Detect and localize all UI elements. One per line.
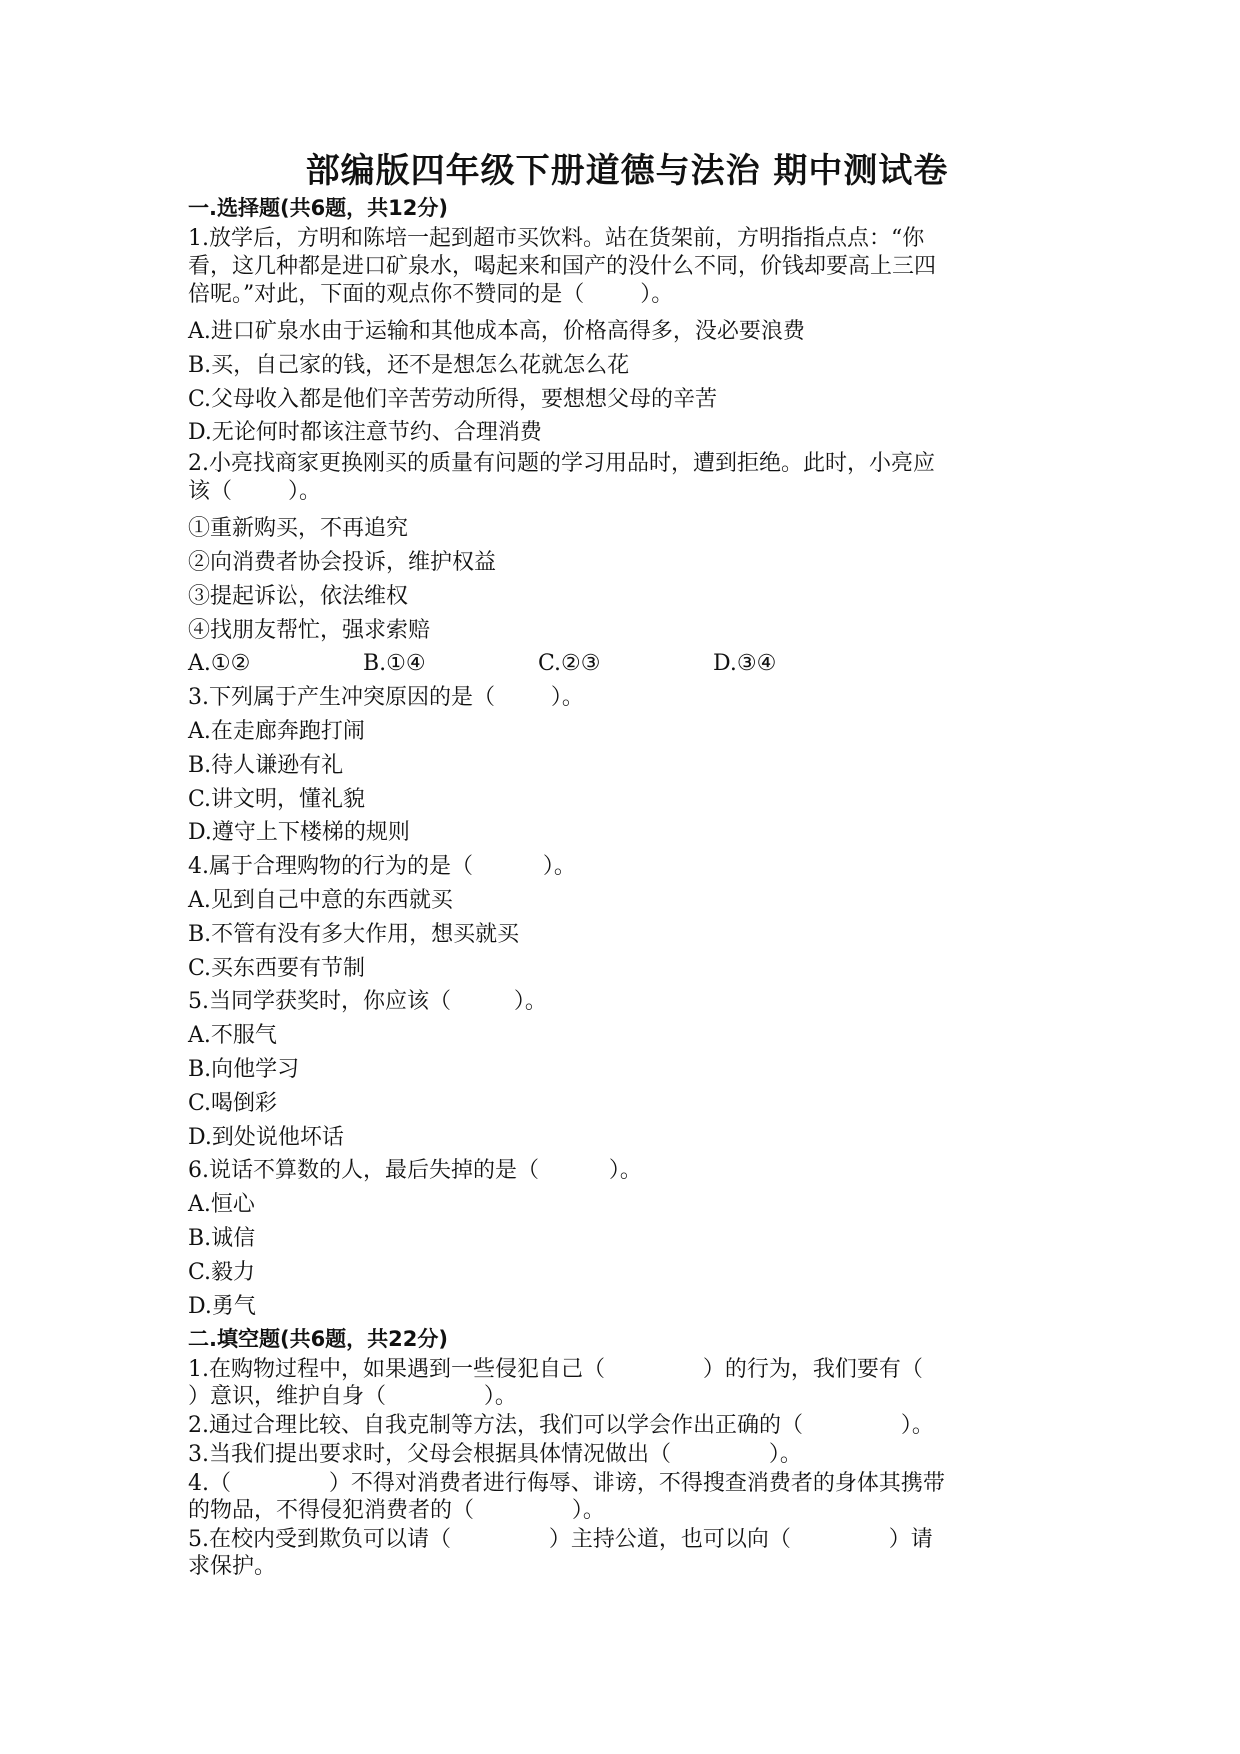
question-1-option-c: C.父母收入都是他们辛苦劳动所得，要想想父母的辛苦 [188, 386, 718, 412]
question-2-choice-a: A.①② [188, 651, 251, 677]
exam-page [188, 150, 1058, 1582]
fill-question-5 [188, 1526, 1058, 1580]
fill-question-5-line: 5.在校内受到欺负可以请（ ）主持公道，也可以向（ ）请 [188, 1527, 933, 1553]
question-3-stem: 3.下列属于产生冲突原因的是（ ）。 [188, 685, 584, 711]
question-2-item-3: ③提起诉讼，依法维权 [188, 583, 409, 609]
fill-question-4-line: 的物品，不得侵犯消费者的（ ）。 [188, 1498, 605, 1524]
question-1-option-d: D.无论何时都该注意节约、合理消费 [188, 420, 542, 446]
question-3-option-b: B.待人谦逊有礼 [188, 752, 344, 778]
question-5-option-c: C.喝倒彩 [188, 1090, 278, 1116]
question-2-item-1: ①重新购买，不再追究 [188, 516, 409, 542]
question-4-option-c: C.买东西要有节制 [188, 955, 366, 981]
question-2-item-4: ④找朋友帮忙，强求索赔 [188, 617, 431, 643]
question-3-option-c: C.讲文明，懂礼貌 [188, 786, 366, 812]
question-5-stem: 5.当同学获奖时，你应该（ ）。 [188, 989, 547, 1015]
fill-question-2-line: 2.通过合理比较、自我克制等方法，我们可以学会作出正确的（ ）。 [188, 1413, 934, 1439]
question-3-option-a: A.在走廊奔跑打闹 [188, 718, 365, 744]
question-4-option-a: A.见到自己中意的东西就买 [188, 887, 453, 913]
section-heading-fill: 二.填空题(共6题，共22分) [188, 1327, 449, 1352]
question-1-line: 看，这几种都是进口矿泉水，喝起来和国产的没什么不同，价钱却要高上三四 [188, 254, 937, 279]
question-2-choices [188, 647, 1058, 681]
question-2-line: 2.小亮找商家更换刚买的质量有问题的学习用品时，遭到拒绝。此时，小亮应 [188, 451, 935, 477]
question-4-stem: 4.属于合理购物的行为的是（ ）。 [188, 854, 576, 880]
section-heading-choice: 一.选择题(共6题，共12分) [188, 196, 449, 220]
question-2-stem [188, 450, 1058, 506]
question-5-option-a: A.不服气 [188, 1023, 277, 1049]
question-6-option-d: D.勇气 [188, 1293, 256, 1319]
question-1-option-b: B.买，自己家的钱，还不是想怎么花就怎么花 [188, 352, 630, 378]
fill-question-1 [188, 1356, 1058, 1410]
question-2-line: 该（ ）。 [188, 479, 321, 505]
fill-question-5-line: 求保护。 [188, 1554, 277, 1580]
fill-question-1-line: ）意识，维护自身（ ）。 [188, 1384, 517, 1410]
fill-question-1-line: 1.在购物过程中，如果遇到一些侵犯自己（ ）的行为，我们要有（ [188, 1357, 923, 1383]
question-1-stem [188, 225, 1058, 309]
question-5-option-b: B.向他学习 [188, 1056, 300, 1082]
exam-title: 部编版四年级下册道德与法治 期中测试卷 [305, 151, 949, 191]
question-6-option-c: C.毅力 [188, 1259, 256, 1285]
fill-question-3-line: 3.当我们提出要求时，父母会根据具体情况做出（ ）。 [188, 1442, 802, 1468]
question-2-item-2: ②向消费者协会投诉，维护权益 [188, 549, 497, 575]
fill-question-2 [188, 1412, 1058, 1439]
question-6-stem: 6.说话不算数的人，最后失掉的是（ ）。 [188, 1158, 642, 1184]
question-5-option-d: D.到处说他坏话 [188, 1124, 344, 1150]
fill-question-4 [188, 1470, 1058, 1524]
question-1-line: 倍呢。”对此，下面的观点你不赞同的是（ ）。 [188, 282, 674, 307]
question-3-option-d: D.遵守上下楼梯的规则 [188, 820, 410, 846]
question-2-choice-d: D.③④ [713, 651, 777, 677]
question-4-option-b: B.不管有没有多大作用，想买就买 [188, 921, 520, 947]
question-1-option-a: A.进口矿泉水由于运输和其他成本高，价格高得多，没必要浪费 [188, 319, 805, 344]
question-2-choice-b: B.①④ [363, 651, 426, 677]
question-2-choice-c: C.②③ [538, 651, 601, 677]
fill-question-4-line: 4.（ ）不得对消费者进行侮辱、诽谤，不得搜查消费者的身体其携带 [188, 1471, 945, 1497]
question-6-option-b: B.诚信 [188, 1225, 256, 1251]
question-1-line: 1.放学后，方明和陈培一起到超市买饮料。站在货架前，方明指指点点：“你 [188, 226, 925, 251]
fill-question-3 [188, 1441, 1058, 1468]
question-6-option-a: A.恒心 [188, 1192, 255, 1218]
